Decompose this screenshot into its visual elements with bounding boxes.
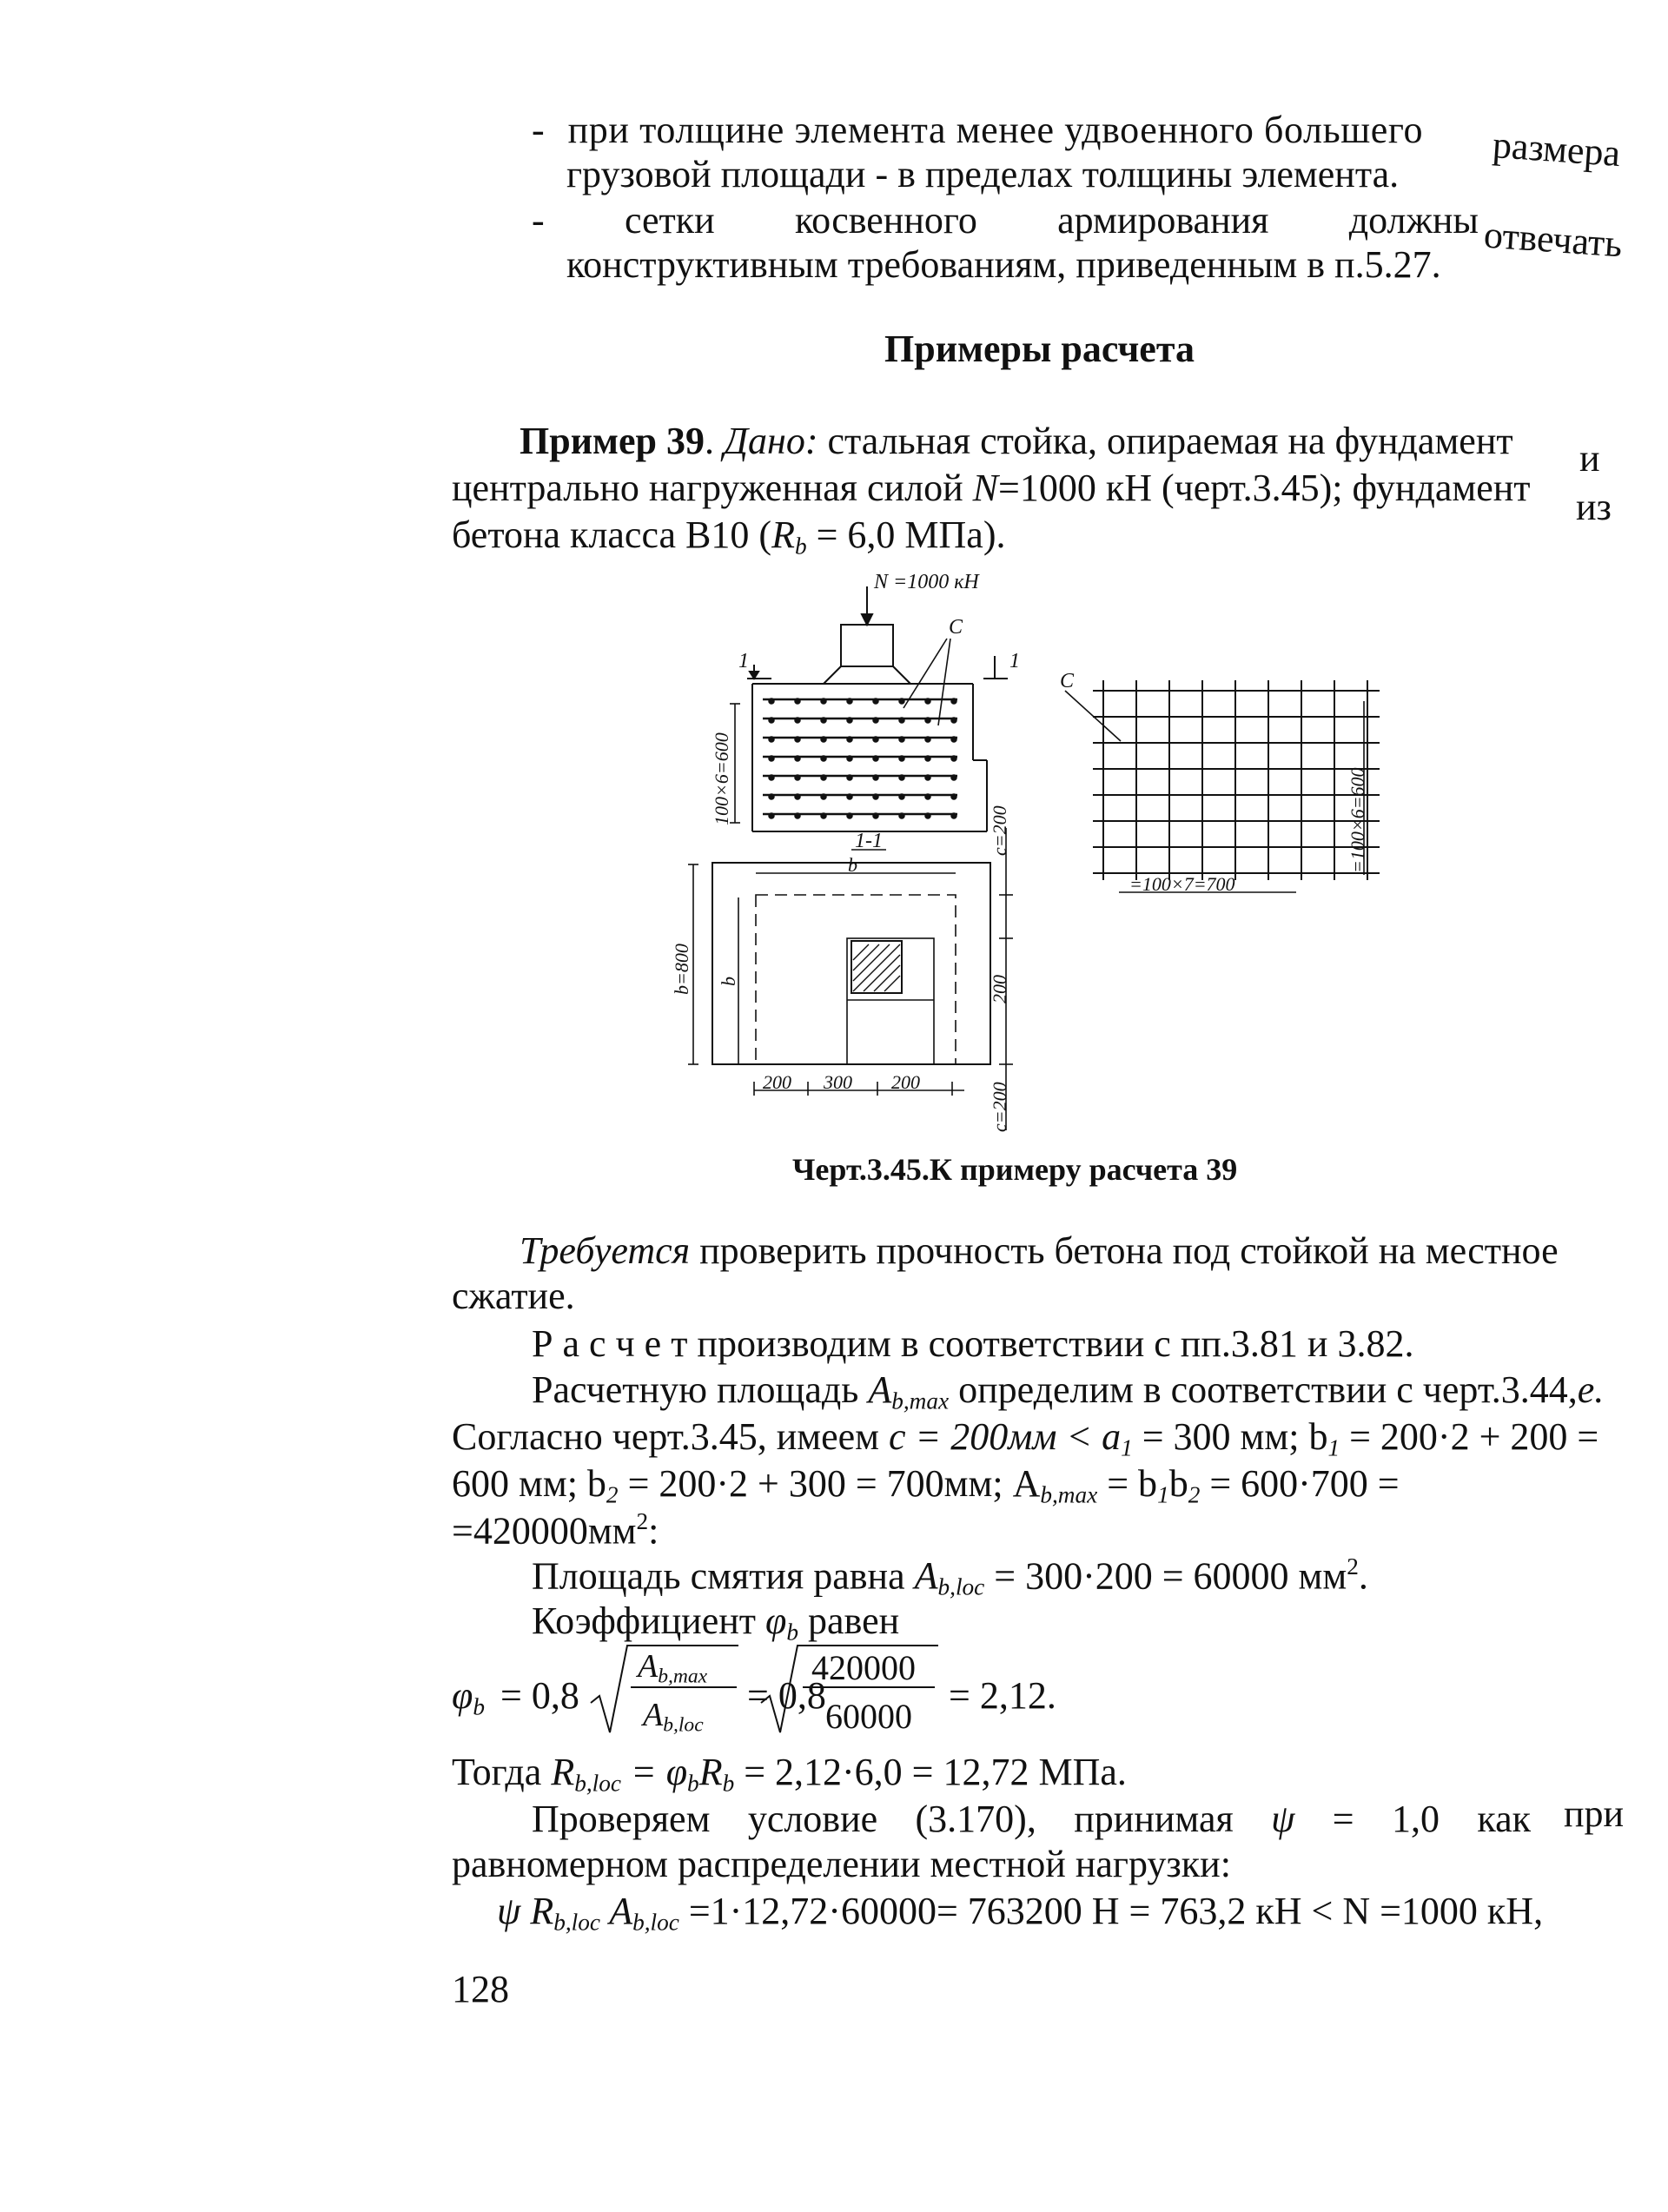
b1-label: b bbox=[718, 977, 739, 986]
line-600-a: 600 мм; b bbox=[452, 1462, 606, 1505]
section-mesh-bar bbox=[874, 699, 878, 704]
koef-a: Коэффициент bbox=[532, 1599, 757, 1642]
check-word: принимая bbox=[1074, 1798, 1234, 1840]
section-mesh-bar bbox=[848, 757, 852, 761]
section-mesh-bar bbox=[900, 757, 904, 761]
check-word: условие bbox=[747, 1798, 878, 1840]
section-mesh-bar bbox=[796, 719, 800, 723]
formula-num2: 420000 bbox=[811, 1648, 916, 1687]
example-text-2c: =1000 кН (черт.3.45); фундамент bbox=[998, 467, 1531, 509]
section-mesh-bar bbox=[796, 814, 800, 818]
togda-line: Тогда $R_{b,loc} = \varphi_bR_b = 2,12\cdot 6,0 = 12,72$ МПа. bbox=[452, 1751, 1127, 1797]
figure-caption: Черт.3.45.К примеру расчета 39 bbox=[792, 1152, 1238, 1187]
section-mesh-bar bbox=[926, 814, 930, 818]
example-line-1-tail: и bbox=[1579, 437, 1600, 480]
section-mesh-bar bbox=[770, 795, 774, 799]
bullet-2-dash: - bbox=[532, 199, 545, 242]
area-text-a: Расчетную площадь bbox=[532, 1368, 859, 1411]
bullet-2-word: должны bbox=[1348, 199, 1479, 242]
check-word: = bbox=[1332, 1798, 1354, 1840]
togda-b: = 2,12·6,0 = 12,72 МПа. bbox=[734, 1751, 1127, 1793]
calc-spaced: Р а с ч е т bbox=[532, 1322, 688, 1365]
section-mesh-bar bbox=[822, 738, 826, 742]
example-line-3 bbox=[452, 513, 1006, 560]
smjatie-a: Площадь смятия равна bbox=[532, 1554, 905, 1598]
smjatie-b: = 300·200 = 60000 мм bbox=[984, 1554, 1347, 1598]
according-line: Согласно черт.3.45, имеем $c = 200мм < a_1 = 300$ мм; $b_1 = 200\cdot 2 + 200$ = bbox=[452, 1415, 1599, 1461]
mesh-label-section: C bbox=[949, 616, 963, 639]
bullet-2-tail: отвечать bbox=[1482, 213, 1624, 266]
calc-values-3: = 200·2 + 200 = bbox=[1340, 1415, 1599, 1458]
dim-200-right: 200 bbox=[989, 975, 1010, 1003]
force-symbol: N bbox=[972, 467, 998, 509]
bottom-dim-1: 200 bbox=[763, 1071, 791, 1093]
section-mesh-bar bbox=[900, 814, 904, 818]
bottom-dim-2: 300 bbox=[824, 1071, 852, 1093]
b-dim-label: b=800 bbox=[671, 944, 692, 995]
example-text-3c: = 6,0 МПа). bbox=[806, 513, 1006, 556]
bullet-2-word: сетки bbox=[624, 199, 715, 242]
smjatie-line: Площадь смятия равна $A_{b,loc} = 300\cdot 200 = 60000$ $мм^2$. bbox=[532, 1553, 1368, 1600]
area-text-b: определим в соответствии с черт.3.44, bbox=[958, 1368, 1578, 1411]
section-mesh-bar bbox=[926, 719, 930, 723]
area-result: =420000мм bbox=[452, 1509, 637, 1553]
bullet-2-line-2: конструктивным требованиям, приведенным в п.5.27. bbox=[566, 243, 1441, 286]
bullet-1-line-1 bbox=[532, 111, 1423, 149]
section-mesh-bar bbox=[874, 719, 878, 723]
example-line-2-tail: из bbox=[1576, 486, 1612, 528]
section-mesh-bar bbox=[770, 757, 774, 761]
section-mark-right: 1 bbox=[1009, 650, 1020, 672]
section-mesh-bar bbox=[796, 795, 800, 799]
section-mesh-bar bbox=[822, 814, 826, 818]
section-mesh-bar bbox=[796, 757, 800, 761]
check-tail: при bbox=[1564, 1792, 1625, 1835]
section-mesh-bar bbox=[770, 738, 774, 742]
koef-b: равен bbox=[808, 1599, 900, 1642]
requirement-line-2: сжатие. bbox=[452, 1275, 575, 1317]
section-mesh-bar bbox=[822, 757, 826, 761]
calc-line bbox=[532, 1322, 1414, 1365]
check-word: как bbox=[1477, 1798, 1531, 1840]
section-mesh-bar bbox=[770, 776, 774, 780]
check-word: Проверяем bbox=[532, 1798, 711, 1840]
section-mesh-bar bbox=[848, 776, 852, 780]
area-line: Расчетную площадь $A_{b,max}$ определим в соответствии с черт.3.44,е. bbox=[532, 1368, 1605, 1414]
example-text-1: стальная стойка, опираемая на фундамент bbox=[827, 420, 1513, 462]
section-mesh-bar bbox=[900, 719, 904, 723]
togda-a: Тогда bbox=[452, 1751, 542, 1793]
bullet-1-line-2: грузовой площади - в пределах толщины элемента. bbox=[566, 153, 1400, 195]
section-mesh-bar bbox=[796, 776, 800, 780]
formula-den2: 60000 bbox=[825, 1697, 912, 1736]
line-600-b: = 200·2 + 300 = 700мм; A bbox=[618, 1462, 1041, 1505]
section-mesh-bar bbox=[952, 757, 956, 761]
section-mesh-bar bbox=[822, 776, 826, 780]
section-mesh-bar bbox=[874, 757, 878, 761]
b2-label: b bbox=[848, 854, 857, 876]
line-600-c: = b bbox=[1097, 1462, 1158, 1505]
formula-eq1: = 0,8 bbox=[500, 1674, 579, 1717]
section-mesh-bar bbox=[900, 776, 904, 780]
mesh-length-1: =100×7=700 bbox=[1129, 873, 1235, 895]
check-line bbox=[532, 1800, 1531, 1838]
example-line-1: Пример 39. Дано: стальная стойка, опираемая на фундамент bbox=[520, 420, 1513, 462]
section-mesh-bar bbox=[874, 738, 878, 742]
section-mesh-bar bbox=[848, 719, 852, 723]
foundation-drawing bbox=[671, 569, 1390, 1142]
requirement-line bbox=[520, 1229, 1559, 1272]
section-mesh-bar bbox=[926, 699, 930, 704]
final-line: ψ $R_{b,loc}$ $A_{b,loc} =1\cdot 12,72\cdot 60000= 763200$ Н = 763,2 кН < N =1000 кН, bbox=[497, 1890, 1544, 1936]
bullet-2-line-1 bbox=[532, 199, 1479, 242]
rb-symbol: R bbox=[771, 513, 795, 556]
c-dim-top: c=200 bbox=[989, 805, 1010, 856]
section-mesh-bar bbox=[848, 699, 852, 704]
check-word: ψ bbox=[1271, 1798, 1295, 1840]
line-600-d: b bbox=[1168, 1462, 1188, 1505]
example-text-3a: бетона класса B10 ( bbox=[452, 513, 772, 556]
section-mesh-bar bbox=[848, 738, 852, 742]
line-600: 600 мм; $b_2 = 200\cdot 2 + 300 = 700мм$; $A_{b,max} = b_1b_2 = 600\cdot 700$ = bbox=[452, 1462, 1400, 1508]
example-text-2a: центрально нагруженная силой bbox=[452, 467, 963, 509]
section-mesh-bar bbox=[822, 719, 826, 723]
section-mark-left: 1 bbox=[738, 650, 749, 672]
load-label: N =1000 кН bbox=[874, 571, 979, 593]
line-600-e: = 600·700 = bbox=[1200, 1462, 1400, 1505]
formula-result: = 2,12. bbox=[949, 1674, 1056, 1717]
mesh-length-2: =100×6=600 bbox=[1347, 767, 1368, 873]
bottom-dim-3: 200 bbox=[891, 1071, 920, 1093]
section-mesh-bar bbox=[874, 795, 878, 799]
section-mesh-bar bbox=[952, 795, 956, 799]
formula-eq2: = 0,8 bbox=[747, 1674, 826, 1717]
section-mesh-bar bbox=[952, 776, 956, 780]
area-text-e: е. bbox=[1577, 1368, 1605, 1411]
section-mesh-bar bbox=[796, 738, 800, 742]
section-mesh-bar bbox=[822, 795, 826, 799]
section-mesh-bar bbox=[796, 699, 800, 704]
req-italic: Требуется bbox=[520, 1229, 691, 1272]
calc-values-1: c = 200мм < a bbox=[889, 1415, 1122, 1458]
mesh-label-plan: C bbox=[1060, 670, 1075, 692]
area-result-line: $=420000мм^2$: bbox=[452, 1508, 659, 1553]
calc-rest: производим в соответствии с пп.3.81 и 3.82. bbox=[697, 1322, 1414, 1365]
section-mesh-bar bbox=[926, 757, 930, 761]
section-mesh-bar bbox=[874, 814, 878, 818]
section-mesh-bar bbox=[770, 699, 774, 704]
section-mesh-bar bbox=[770, 719, 774, 723]
section-mesh-bar bbox=[900, 738, 904, 742]
height-dim-label: 100×6=600 bbox=[711, 732, 732, 825]
section-title: Примеры расчета bbox=[884, 328, 1195, 370]
section-mesh-bar bbox=[926, 738, 930, 742]
bullet-1-text: при толщине элемента менее удвоенного большего bbox=[567, 109, 1424, 151]
koef-line: Коэффициент $\varphi_b$ равен bbox=[532, 1599, 900, 1646]
c-dim-bottom: c=200 bbox=[989, 1082, 1010, 1132]
section-mesh-bar bbox=[848, 795, 852, 799]
section-mesh-bar bbox=[926, 795, 930, 799]
calc-values-2: = 300 мм; b bbox=[1132, 1415, 1328, 1458]
check-word: (3.170), bbox=[915, 1798, 1036, 1840]
section-mesh-bar bbox=[848, 814, 852, 818]
section-name: 1-1 bbox=[855, 830, 883, 852]
req-rest: проверить прочность бетона под стойкой на местное bbox=[699, 1229, 1559, 1272]
section-mesh-bar bbox=[874, 776, 878, 780]
section-mesh-bar bbox=[926, 776, 930, 780]
according-text: Согласно черт.3.45, имеем bbox=[452, 1415, 880, 1458]
bullet-1-tail: размера bbox=[1491, 123, 1622, 176]
bullet-1-dash: - bbox=[532, 109, 545, 151]
example-label: Пример 39 bbox=[520, 420, 705, 462]
phi-formula: $\varphi_b$ = 0,8 $A_{b,max}$ $A_{b,loc}$ = 0,8 420000 60000 = 2,12. bbox=[452, 1642, 1147, 1738]
check-line-2: равномерном распределении местной нагрузки: bbox=[452, 1843, 1231, 1885]
section-mesh-bar bbox=[952, 738, 956, 742]
page-number: 128 bbox=[452, 1968, 509, 2010]
section-mesh-bar bbox=[770, 814, 774, 818]
section-mesh-bar bbox=[822, 699, 826, 704]
final-text: =1·12,72·60000= 763200 Н = 763,2 кН < N =1000 кН, bbox=[678, 1890, 1544, 1932]
given-label: Дано: bbox=[724, 420, 818, 462]
section-mesh-bar bbox=[952, 814, 956, 818]
bullet-2-word: косвенного bbox=[794, 199, 977, 242]
example-line-2 bbox=[452, 469, 1531, 507]
section-mesh-bar bbox=[900, 699, 904, 704]
check-word: 1,0 bbox=[1392, 1798, 1440, 1840]
rb-sub: b bbox=[794, 533, 807, 560]
section-mesh-bar bbox=[952, 719, 956, 723]
section-mesh-bar bbox=[952, 699, 956, 704]
section-mesh-bar bbox=[900, 795, 904, 799]
bullet-2-word: армирования bbox=[1057, 199, 1269, 242]
